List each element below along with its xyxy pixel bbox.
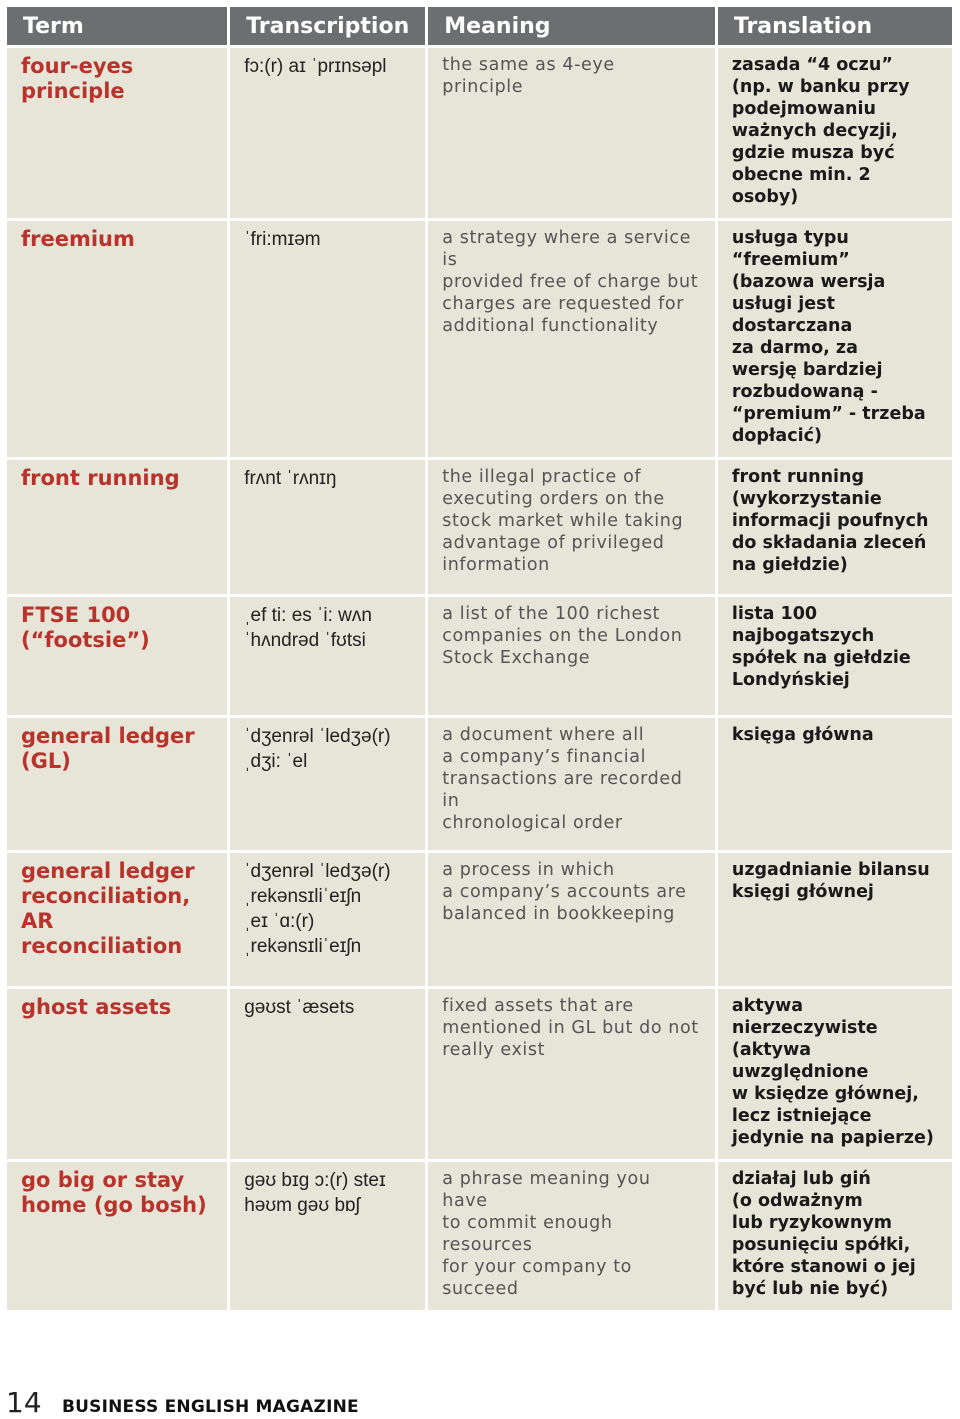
term-text: FTSE 100 (“footsie”) [21,603,150,652]
translation-text: działaj lub giń (o odważnym lub ryzykownym posunięciu spółki, które stanowi o jej być lub nie być) [731,1169,916,1299]
translation-text: uzgadnianie bilansu księgi głównej [731,860,930,902]
transcription-text: ˈdʒenrəl ˈledʒə(r) ˌdʒi: ˈel [244,726,391,772]
table-header-row [6,6,954,47]
transcription-cell [229,459,427,596]
transcription-cell [229,988,427,1161]
translation-cell [716,596,953,717]
transcription-cell [229,596,427,717]
table-row [6,852,954,988]
meaning-cell [427,220,717,459]
table-row [6,988,954,1161]
term-text: front running [21,466,180,490]
transcription-cell [229,1161,427,1312]
meaning-cell [427,852,717,988]
table-row [6,220,954,459]
transcription-text: gəʊst ˈæsets [244,997,355,1018]
term-text: freemium [21,227,135,251]
meaning-cell [427,47,717,220]
meaning-cell [427,459,717,596]
translation-text: lista 100 najbogatszych spółek na giełdzie Londyńskiej [731,604,911,690]
meaning-text: a strategy where a service is provided free of charge but charges are requested for additional functionality [442,228,699,336]
transcription-cell [229,220,427,459]
meaning-text: a phrase meaning you have to commit enough resources for your company to succeed [442,1169,651,1299]
meaning-cell [427,1161,717,1312]
transcription-cell [229,47,427,220]
translation-cell [716,47,953,220]
term-text: go big or stay home (go bosh) [21,1168,207,1217]
term-cell [6,47,229,220]
transcription-text: frʌnt ˈrʌnɪŋ [244,468,337,489]
transcription-text: ˈdʒenrəl ˈledʒə(r) ˌrekənsɪliˈeɪʃn ˌeɪ ˈɑ:(r) ˌrekənsɪliˈeɪʃn [244,861,391,957]
header-transcription: Transcription [229,6,427,47]
term-cell [6,220,229,459]
translation-cell [716,988,953,1161]
term-cell [6,596,229,717]
transcription-cell [229,717,427,852]
translation-cell [716,717,953,852]
term-cell [6,459,229,596]
translation-text: aktywa nierzeczywiste (aktywa uwzględnione w księdze głównej, lecz istniejące jedynie na papierze) [731,996,934,1148]
meaning-text: a document where all a company’s financial transactions are recorded in chronological order [442,725,683,833]
translation-cell [716,459,953,596]
term-cell [6,1161,229,1312]
transcription-text: fɔ:(r) aɪ ˈprɪnsəpl [244,56,387,77]
magazine-title: BUSINESS ENGLISH MAGAZINE [62,1397,359,1417]
table-row [6,717,954,852]
term-text: general ledger reconciliation, AR reconciliation [21,859,195,958]
meaning-text: a list of the 100 richest companies on the London Stock Exchange [442,604,683,668]
page-number: 14 [6,1386,42,1419]
table-row [6,47,954,220]
transcription-text: ˈfri:mɪəm [244,229,321,250]
translation-cell [716,852,953,988]
translation-cell [716,220,953,459]
meaning-text: the same as 4-eye principle [442,55,615,97]
meaning-text: a process in which a company’s accounts are balanced in bookkeeping [442,860,687,924]
header-meaning: Meaning [427,6,717,47]
table-row [6,596,954,717]
meaning-text: the illegal practice of executing orders on the stock market while taking advantage of privileged information [442,467,684,575]
header-translation: Translation [716,6,953,47]
header-term: Term [6,6,229,47]
transcription-text: ˌef ti: es ˈi: wʌn ˈhʌndrəd ˈfʊtsi [244,605,372,651]
translation-text: usługa typu “freemium” (bazowa wersja usługi jest dostarczana za darmo, za wersję bardziej rozbudowaną - “premium” - trzeba dopłacić) [731,228,926,446]
meaning-cell [427,717,717,852]
transcription-text: gəʊ bɪg ɔ:(r) steɪ həʊm gəʊ bɒʃ [244,1170,386,1216]
transcription-cell [229,852,427,988]
translation-text: zasada “4 oczu” (np. w banku przy podejmowaniu ważnych decyzji, gdzie musza być obecne min. 2 osoby) [731,55,910,207]
term-text: ghost assets [21,995,172,1019]
translation-cell [716,1161,953,1312]
meaning-text: fixed assets that are mentioned in GL but do not really exist [442,996,699,1060]
term-cell [6,852,229,988]
meaning-cell [427,596,717,717]
term-text: four-eyes principle [21,54,134,103]
term-text: general ledger (GL) [21,724,195,773]
meaning-cell [427,988,717,1161]
glossary-table [4,4,955,1313]
table-row [6,459,954,596]
term-cell [6,988,229,1161]
term-cell [6,717,229,852]
translation-text: księga główna [731,725,874,745]
table-row [6,1161,954,1312]
translation-text: front running (wykorzystanie informacji poufnych do składania zleceń na giełdzie) [731,467,929,575]
